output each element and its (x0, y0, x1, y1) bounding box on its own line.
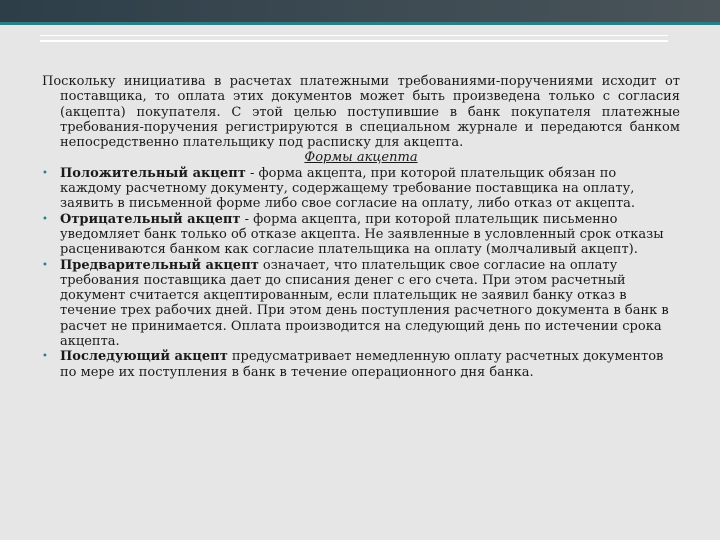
bullet-icon: • (42, 351, 48, 363)
list-item-text: - форма акцепта, при которой плательщик обязан по каждому расчетному документу, содержащему требование поставщика на оплату, заявить в письменной форме либо свое согласие на оплату, либо отказ от акцепта. (60, 165, 636, 212)
slide-top-bar (0, 0, 720, 22)
list-item (42, 212, 680, 258)
section-heading: Формы акцепта (304, 150, 418, 166)
list-item-term: Предварительный акцепт (60, 257, 259, 273)
list-item-term: Последующий акцепт (60, 349, 228, 365)
intro-paragraph: Поскольку инициатива в расчетах платежными требованиями-поручениями исходит от поставщика, то оплата этих документов может быть произведена только с согласия (акцепта) покупателя. С этой целью поступившие в банк покупателя платежные требования-поручения регистрируются в специальном журнале и передаются банком непосредственно плательщику под расписку для акцепта. (42, 74, 680, 151)
header-rule-thin (40, 35, 668, 36)
list-item-text: предусматривает немедленную оплату расчетных документов по мере их поступления в банк в течение операционного дня банка. (60, 349, 664, 380)
list-item (42, 349, 680, 380)
bullet-icon: • (42, 213, 48, 225)
slide-top-bar-accent (0, 22, 720, 25)
acceptance-forms-list (42, 166, 680, 380)
list-item (42, 166, 680, 212)
header-rule-thick (40, 40, 668, 42)
bullet-icon: • (42, 167, 48, 179)
list-item-term: Положительный акцепт (60, 165, 246, 181)
list-item-text: означает, что плательщик свое согласие на оплату требования поставщика дает до списания денег с его счета. При этом расчетный документ считается акцептированным, если плательщик не заявил банку отказ в течение трех рабочих дней. При этом день поступления расчетного документа в банк в расчет не принимается. Оплата производится на следующий день по истечении срока акцепта. (60, 257, 669, 350)
list-item-text: - форма акцепта, при которой плательщик письменно уведомляет банк только об отказе акцепта. Не заявленные в условленный срок отказы расцениваются банком как согласие плательщика на оплату (молчаливый акцепт). (60, 211, 664, 258)
list-item (42, 258, 680, 350)
slide-content (42, 74, 680, 380)
bullet-icon: • (42, 259, 48, 271)
list-item-term: Отрицательный акцепт (60, 211, 241, 227)
